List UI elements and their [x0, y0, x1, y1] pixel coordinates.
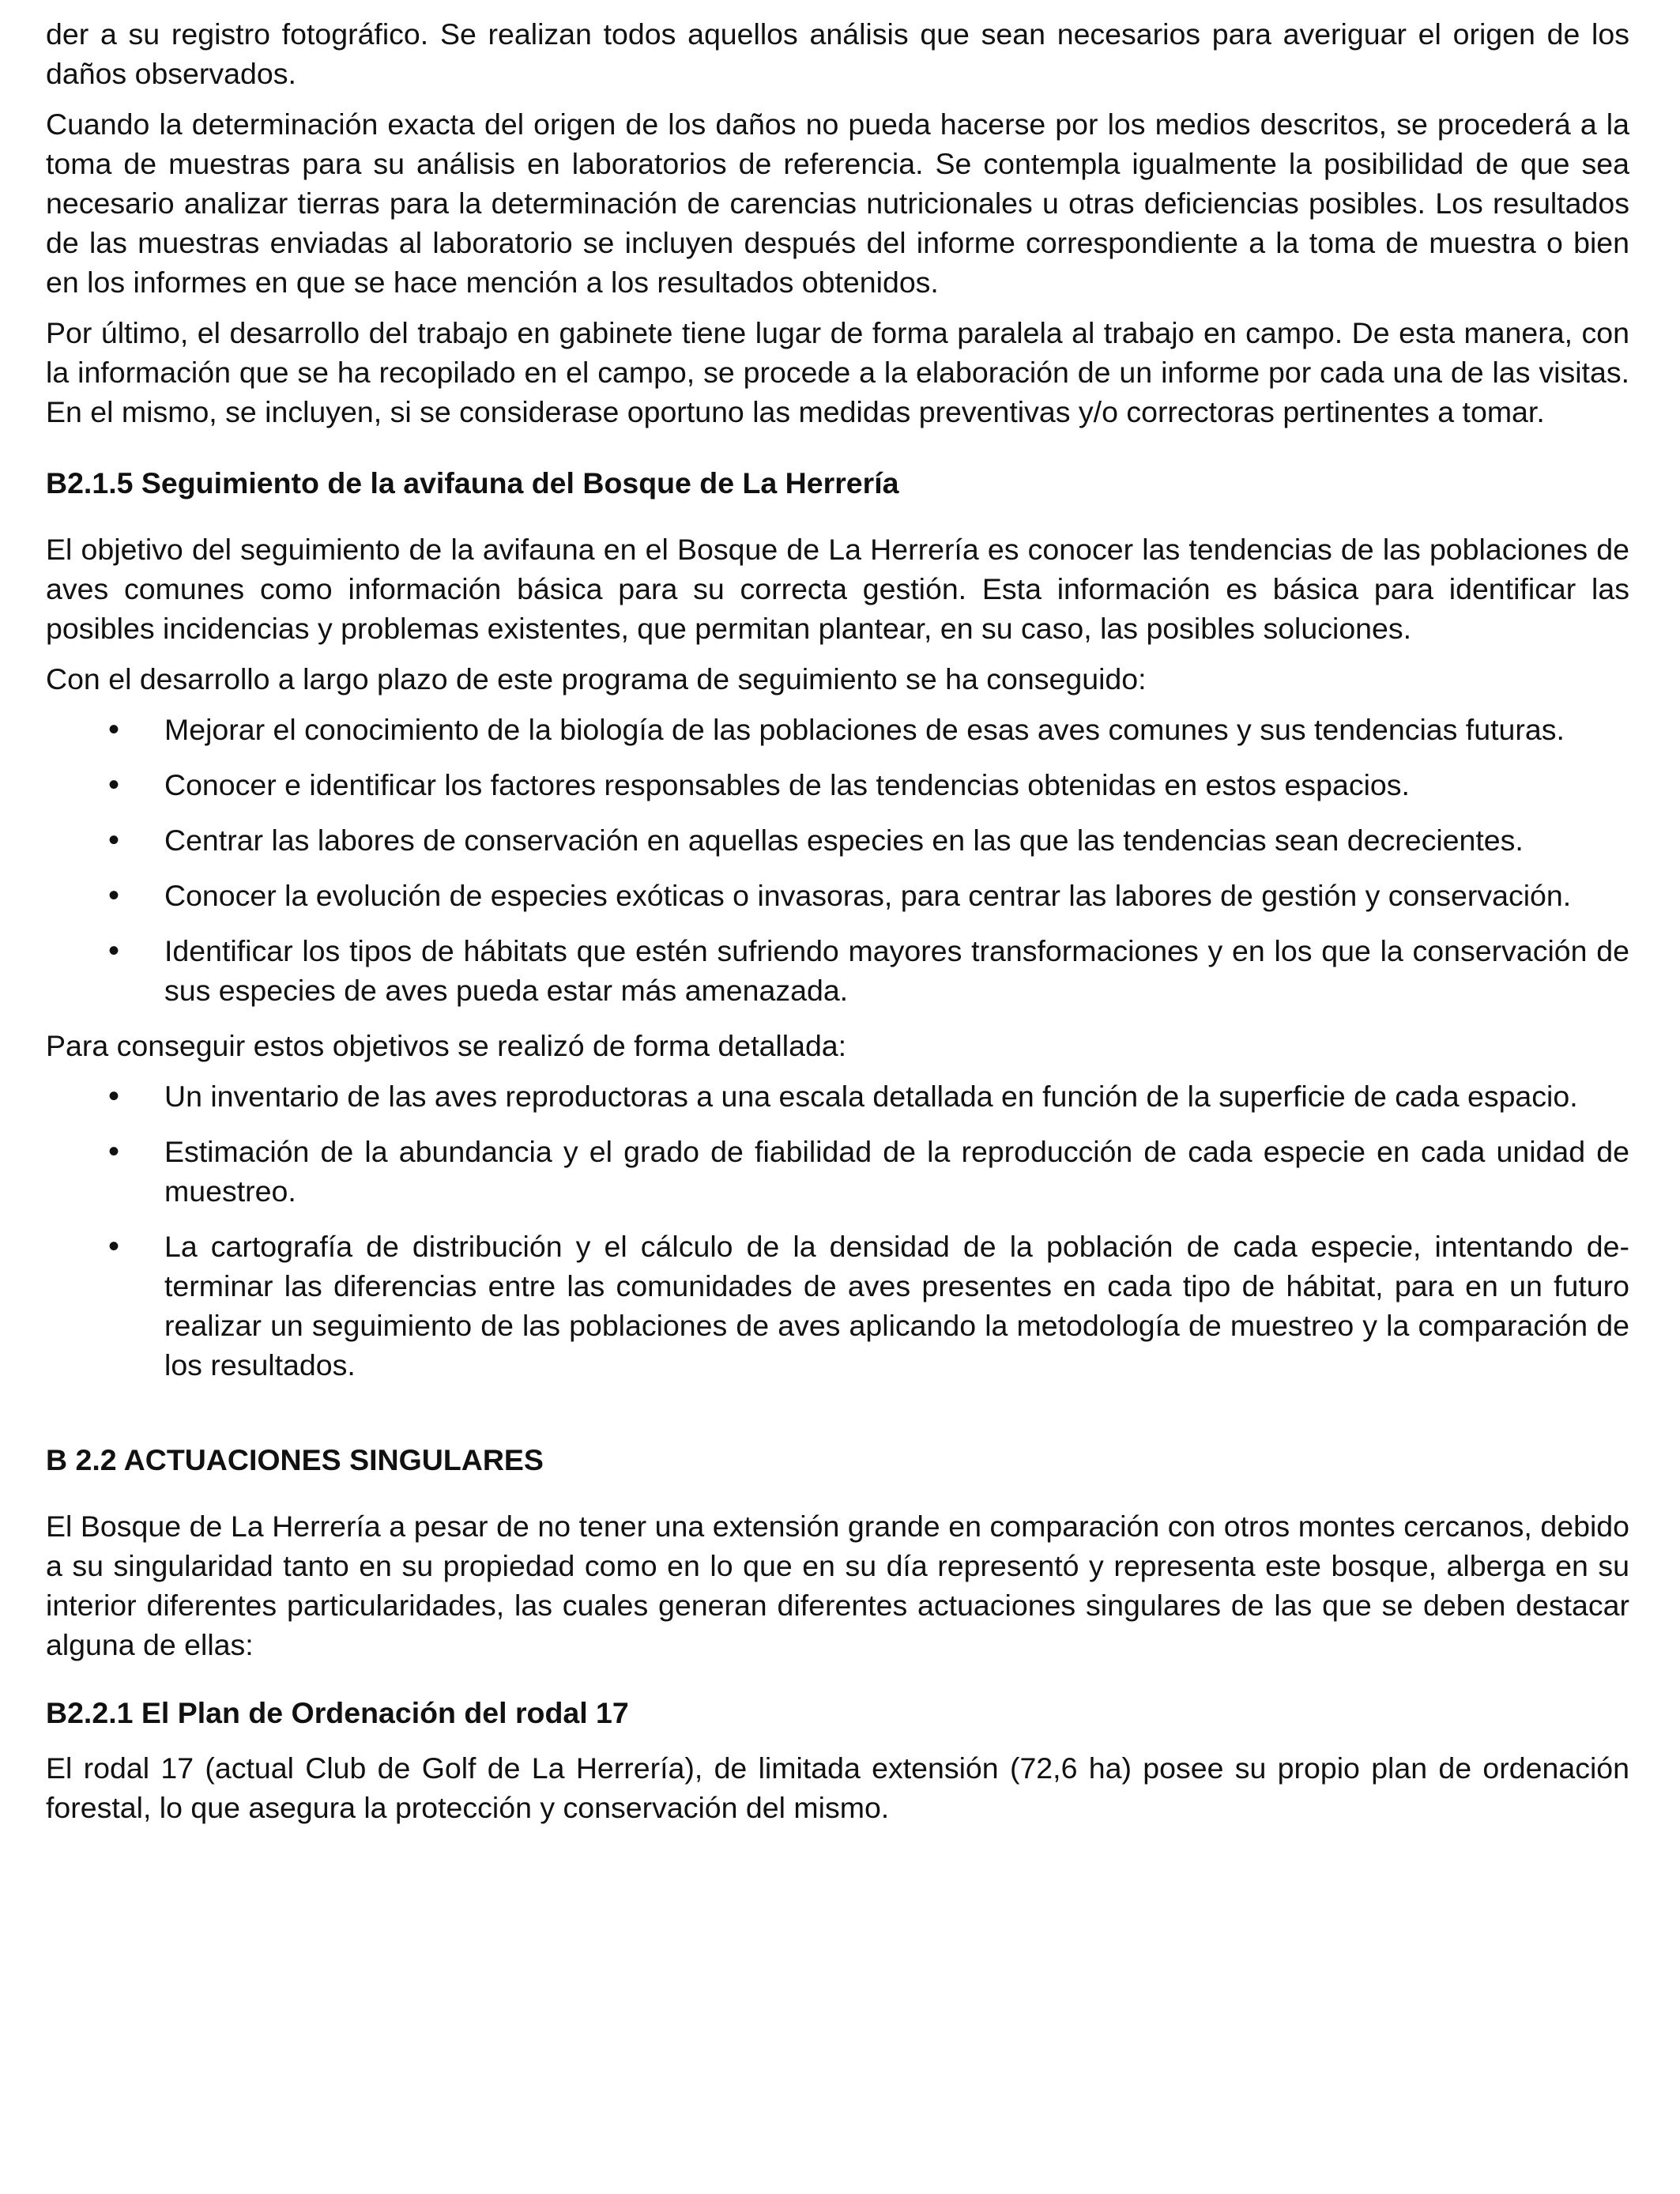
section-b215-paragraph-3: Para conseguir estos objetivos se realizó de forma detallada:	[46, 1029, 847, 1062]
list-item-text: Conocer e identificar los factores responsables de las tendencias obtenidas en estos espacios.	[164, 768, 1410, 801]
bullet-icon: •	[107, 878, 119, 913]
list-item	[46, 876, 1629, 915]
paragraph-intro-3: Por último, el desarrollo del trabajo en gabinete tiene lugar de forma paralela al trabajo en campo. De esta manera, con la información que se ha recopilado en el campo, se procede a la elaboración de un informe por cada una de las visitas. En el mismo, se incluyen, si se considerase oportuno las medidas preventivas y/o correctoras pertinentes a tomar.	[46, 316, 1629, 428]
bullet-icon: •	[107, 1079, 119, 1114]
bullet-icon: •	[107, 1134, 119, 1169]
list-item	[46, 820, 1629, 860]
objectives-list	[46, 710, 1629, 1010]
bullet-icon: •	[107, 767, 119, 802]
bullet-icon: •	[107, 823, 119, 858]
list-item-text: Conocer la evolución de especies exóticas o invasoras, para centrar las labores de gestión y conservación.	[164, 879, 1572, 912]
section-heading-b22: B 2.2 ACTUACIONES SINGULARES	[46, 1443, 544, 1476]
list-item	[46, 1076, 1629, 1116]
list-item-text: Centrar las labores de conservación en aquellas especies en las que las tendencias sean decrecientes.	[164, 824, 1524, 857]
bullet-icon: •	[107, 933, 119, 968]
section-heading-b215: B2.1.5 Seguimiento de la avifauna del Bosque de La Herrería	[46, 466, 899, 499]
methods-list	[46, 1076, 1629, 1385]
list-item-text: Mejorar el conocimiento de la biología de las poblaciones de esas aves comunes y sus tendencias futuras.	[164, 713, 1565, 746]
list-item-text: Un inventario de las aves reproductoras a una escala detallada en función de la superficie de cada espacio.	[164, 1080, 1578, 1113]
section-b221-paragraph-1: El rodal 17 (actual Club de Golf de La Herrería), de limitada extensión (72,6 ha) posee su propio plan de ordenación forestal, lo que asegura la protección y conservación del mismo.	[46, 1751, 1629, 1824]
bullet-icon: •	[107, 712, 119, 747]
list-item	[46, 765, 1629, 805]
paragraph-intro-2: Cuando la determinación exacta del origen de los daños no pueda hacerse por los medios descritos, se procederá a la toma de muestras para su análisis en laboratorios de referencia. Se contempla igualmente la posibilidad de que sea necesario analizar tierras para la determinación de carencias nutricionales u otras deficiencias posibles. Los resultados de las muestras enviadas al laboratorio se incluyen después del informe correspondiente a la toma de muestra o bien en los informes en que se hace mención a los resultados obtenidos.	[46, 107, 1629, 299]
paragraph-intro-1: der a su registro fotográfico. Se realizan todos aquellos análisis que sean necesarios para averiguar el origen de los daños observados.	[46, 17, 1629, 90]
bullet-icon: •	[107, 1229, 119, 1264]
list-item-text: Estimación de la abundancia y el grado de fiabilidad de la reproducción de cada especie en cada unidad de muestreo.	[164, 1135, 1629, 1208]
section-b22-paragraph-1: El Bosque de La Herrería a pesar de no tener una extensión grande en comparación con otros montes cercanos, debido a su singularidad tanto en su propiedad como en lo que en su día representó y representa este bosque, alberga en su interior diferentes particularidades, las cuales generan diferentes actuaciones singulares de las que se deben destacar alguna de ellas:	[46, 1510, 1629, 1661]
section-b215-paragraph-1: El objetivo del seguimiento de la avifauna en el Bosque de La Herrería es conocer las tendencias de las poblaciones de aves comunes como información básica para su correcta gestión. Esta información es básica para identificar las posibles incidencias y problemas existentes, que permitan plantear, en su caso, las posibles soluciones.	[46, 533, 1629, 645]
list-item-text: Identificar los tipos de hábitats que estén sufriendo mayores transformaciones y en los que la conservación de sus especies de aves pueda estar más amenazada.	[164, 934, 1629, 1007]
list-item	[46, 1227, 1629, 1385]
list-item	[46, 710, 1629, 749]
list-item	[46, 931, 1629, 1010]
list-item-text: La cartografía de distribución y el cálculo de la densidad de la población de cada especie, intentando determinar las diferencias entre las comunidades de aves presentes en cada tipo de hábitat, para en un futuro realizar un seguimiento de las poblaciones de aves aplicando la metodología de muestreo y la comparación de los resultados.	[164, 1230, 1629, 1382]
list-item	[46, 1132, 1629, 1211]
section-heading-b221: B2.2.1 El Plan de Ordenación del rodal 17	[46, 1696, 629, 1729]
section-b215-paragraph-2: Con el desarrollo a largo plazo de este programa de seguimiento se ha conseguido:	[46, 662, 1147, 696]
document-page	[46, 14, 1629, 1838]
